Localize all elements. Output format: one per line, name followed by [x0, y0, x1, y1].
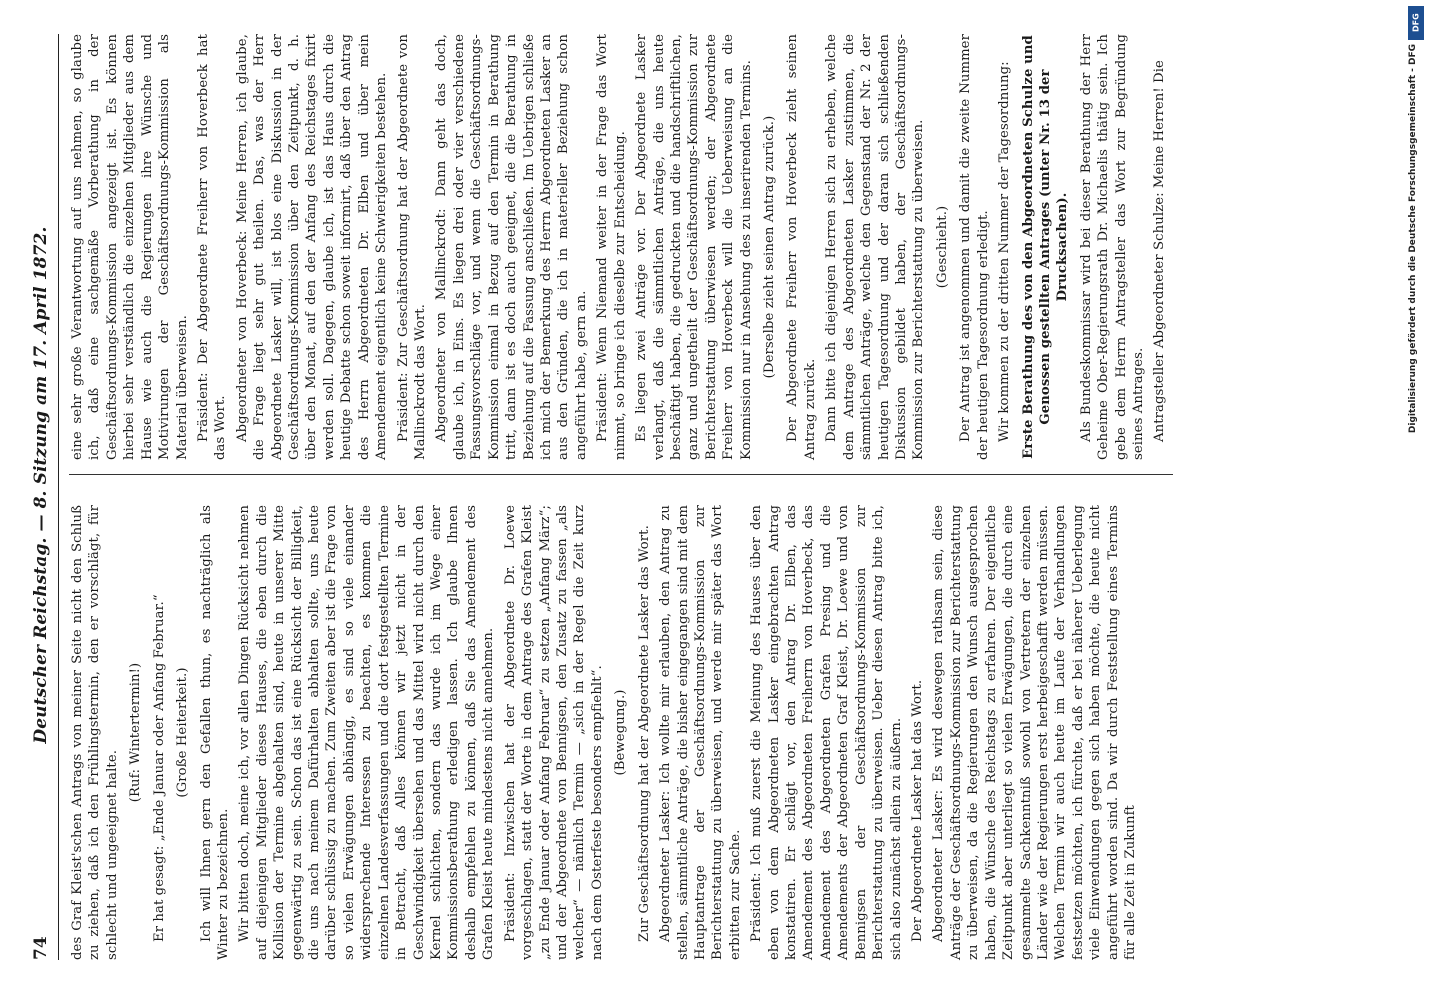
right-paragraph: eine sehr große Verantwortung auf uns nehmen, so glaube ich, daß eine sachgemäße Vorberathung in der Geschäftsordnungs-Kommission angezeigt ist. Es können hierbei sehr verständlich die einzelnen Mitglieder aus dem Hause wie auch die Regierungen ihre Wünsche und Motivirungen der Geschäftsordnungs-Kommission als Material überweisen. [70, 34, 190, 460]
left-paragraph: Der Abgeordnete Lasker hat das Wort. [909, 679, 925, 942]
right-paragraph: Der Abgeordnete Freiherr von Hoverbeck zieht seinen Antrag zurück. [785, 34, 818, 460]
left-paragraph: Abgeordneter Lasker: Ich wollte mir erlauben, den Antrag zu stellen, sämmtliche Anträge, die bisher eingegangen sind mit dem Hauptantrage der Geschäftsordnungs-Kommission zur Berichterstattung zu überweisen, und werde mir später das Wort erbitten zur Sache. [658, 505, 743, 960]
page-title: Deutscher Reichstag. — 8. Sitzung am 17. April 1872. [31, 226, 51, 744]
right-paragraph: Abgeordneter von Mallinckrodt: Dann geht das doch, glaube ich, in Eins. Es liegen drei oder vier verschiedene Fassungsvorschläge vor, und wenn die Geschäftsordnungs-Kommission einmal in Bezug auf den Termin in Berathung tritt, dann ist es doch auch geeignet, die die Berathung in Beziehung auf die Fassung anschließen. Im Uebrigen schließe ich mich der Bemerkung des Herrn Abgeordneten Lasker an aus den Gründen, die ich in materieller Beziehung schon angeführt habe, gern an. [434, 34, 589, 460]
left-paragraph: Präsident: Ich muß zuerst die Meinung des Hauses über den eben von dem Abgeordneten Lasker eingebrachten Antrag konstatiren. Er schlägt vor, den Antrag Dr. Elben, das Amendement des Abgeordneten Freiherrn von Hoverbeck, das Amendement des Abgeordneten Grafen Presing und die Amendements der Abgeordneten Graf Kleist, Dr. Loewe und von Bennigsen der Geschäftsordnungs-Kommission zur Berichterstattung zu überweisen. Ueber diesen Antrag bitte ich, sich also zunächst allein zu äußern. [749, 505, 904, 960]
right-paragraph: Antragsteller Abgeordneter Schulze: Meine Herren! Die [1152, 60, 1168, 442]
left-paragraph: Wir bitten doch, meine ich, vor allen Dingen Rücksicht nehmen auf diejenigen Mitglieder dieses Hauses, die eben durch die Kollision der Termine abgehalten sind, heute in unserer Mitte gegenwärtig zu sein. Schon das ist eine Rücksicht der Billigkeit, die uns nach meinem Dafürhalten abhalten sollte, uns heute darüber schlüssig zu machen. Zum Zweiten aber ist die Frage von so vielen Erwägungen abhängig, es sind so viele einander widersprechende Interessen zu beachten, es kommen die einzelnen Landesverfassungen und die dort festgestellten Termine in Betracht, daß Alles können wir jetzt nicht in der Geschwindigkeit übersehen und das Mittel wird nicht durch den Kernel schlichten, sondern das wurde ich im Wege einer Kommissionsberathung erledigen lassen. Ich glaube Ihnen deshalb empfehlen zu können, daß Sie das Amendement des Grafen Kleist heute mindestens nicht annehmen. [237, 505, 497, 960]
right-paragraph: Als Bundeskommissar wird bei dieser Berathung der Herr Geheime Ober-Regierungsrath Dr. Michaelis thätig sein. Ich gebe dem Herrn Antragsteller das Wort zur Begründung seines Antrages. [1078, 34, 1147, 460]
right-paragraph: Der Antrag ist angenommen und damit die zweite Nummer der heutigen Tagesordnung erledigt. [958, 34, 991, 460]
left-paragraph: Er hat gesagt: „Ende Januar oder Anfang Februar.“ [151, 594, 167, 942]
dfg-sidebar [1404, 0, 1430, 1000]
stage-direction: (Bewegung.) [613, 689, 629, 776]
left-paragraph: Ich will Ihnen gern den Gefallen thun, es nachträglich als Winter zu bezeichnen. [198, 505, 231, 960]
right-column [69, 34, 1173, 475]
right-paragraph: Dann bitte ich diejenigen Herren sich zu erheben, welche dem Antrage des Abgeordneten Lasker zustimmen, die sämmtlichen Anträge, welche den Gegenstand der Nr. 2 der heutigen Tagesordnung und der daran sich schließenden Diskussion gebildet haben, der Geschäftsordnungs-Kommission zur Berichterstattung zu überweisen. [824, 34, 927, 460]
stage-direction: (Ruf: Wintertermin!) [128, 662, 144, 803]
right-paragraph: Es liegen zwei Anträge vor. Der Abgeordnete Lasker verlangt, daß die sämmtlichen Anträge, die uns heute beschäftigt haben, die gedruckten und die handschriftlichen, ganz und ungetheilt der Geschäftsordnungs-Kommission zur Berichterstattung überwiesen werden; der Abgeordnete Freiherr von Hoverbeck will die Ueberweisung an die Kommission nur in Ansehung des zu inserirenden Termins. [634, 34, 754, 460]
stage-direction: (Geschieht.) [934, 205, 950, 289]
left-paragraph: Zur Geschäftsordnung hat der Abgeordnete Lasker das Wort. [636, 525, 652, 942]
left-column [69, 505, 1173, 960]
page-number: 74 [31, 936, 51, 960]
dfg-logo: DFG [1408, 6, 1424, 40]
right-paragraph: Präsident: Zur Geschäftsordnung hat der Abgeordnete von Mallinckrodt das Wort. [395, 34, 429, 460]
left-paragraph: des Graf Kleist'schen Antrags von meiner Seite nicht den Schluß zu ziehen, daß ich den Frühlingstermin, den er vorschlägt, für schlecht und ungeeignet halte. [70, 505, 120, 960]
stage-direction: (Große Heiterkeit.) [175, 667, 191, 798]
right-paragraph: Präsident: Der Abgeordnete Freiherr von Hoverbeck hat das Wort. [195, 34, 229, 460]
agenda-item-title: Erste Berathung des von den Abgeordneten Schulze und Genossen gestellten Antrages (unter Nr. 13 der Drucksachen). [1020, 35, 1071, 459]
left-paragraph: Präsident: Inzwischen hat der Abgeordnete Dr. Loewe vorgeschlagen, statt der Worte in dem Antrage des Grafen Kleist „zu Ende Januar oder Anfang Februar“ zu setzen „Anfang März“; und der Abgeordnete von Bennigsen, den Zusatz zu fassen „als welcher“ — nämlich Termin — „sich in der Regel die Zeit kurz nach dem Osterfeste besonders empfiehlt“. [502, 505, 605, 960]
stage-direction: (Derselbe zieht seinen Antrag zurück.) [762, 115, 778, 379]
right-paragraph: Präsident: Wenn Niemand weiter in der Frage das Wort nimmt, so bringe ich dieselbe zur Entscheidung. [595, 34, 628, 460]
left-paragraph: Abgeordneter Lasker: Es wird deswegen rathsam sein, diese Anträge der Geschäftsordnungs-Kommission zur Berichterstattung zu überweisen, da die Regierungen den Wunsch ausgesprochen haben, die Wünsche des Reichstags zu erfahren. Der eigentliche Zeitpunkt aber unterliegt so vielen Erwägungen, die durch eine gesammelte Sachkenntniß sowohl von Vertretern der einzelnen Länder wie der Regierungen erst herbeigeschafft werden müssen. Welchen Termin wir auch heute im Laufe der Verhandlungen festsetzen möchten, ich fürchte, daß er bei näherer Ueberlegung viele Einwendungen gegen sich haben möchte, die heute nicht angeführt worden sind. Da wir durch Feststellung eines Termins für alle Zeit in Zukunft [931, 505, 1139, 960]
digitization-notice: Digitalisierung gefördert durch die Deutsche Forschungsgemeinschaft - DFG [1408, 44, 1418, 434]
right-paragraph: Abgeordneter von Hoverbeck: Meine Herren, ich glaube, die Frage liegt sehr gut theilen. Das, was der Herr Abgeordnete Lasker will, ist blos eine Diskussion in der Geschäftsordnungs-Kommission über den Zeitpunkt, d. h. über den Monat, auf den der Anfang des Reichstages fixirt werden soll. Dagegen, glaube ich, ist das Haus durch die heutige Debatte schon soweit informirt, daß über den Antrag des Herrn Abgeordneten Dr. Elben und über mein Amendement eigentlich keine Schwierigkeiten bestehen. [234, 34, 390, 460]
right-paragraph: Wir kommen zu der dritten Nummer der Tagesordnung: [997, 61, 1013, 442]
page-header [30, 34, 59, 960]
